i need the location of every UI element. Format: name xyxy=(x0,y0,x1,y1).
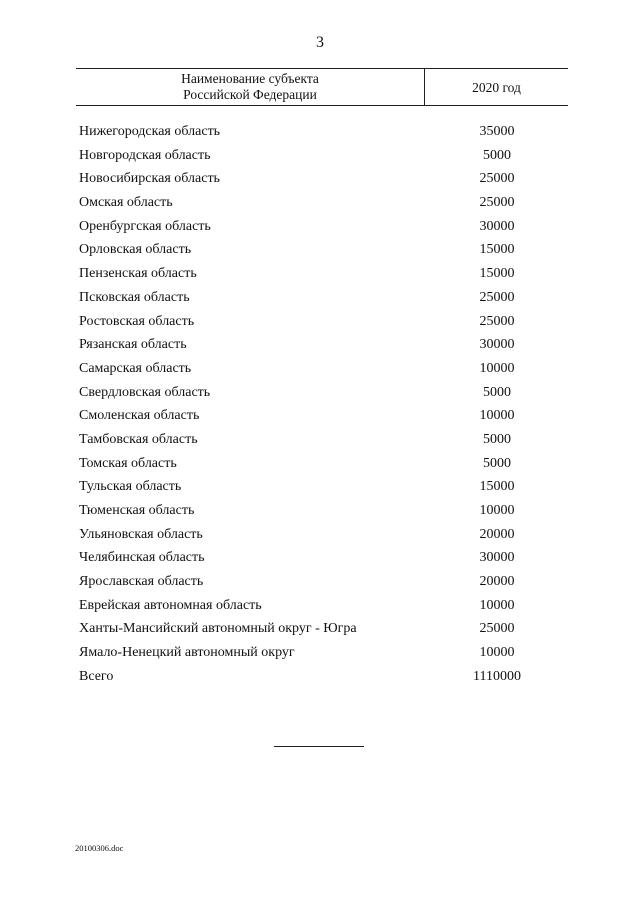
table-row xyxy=(76,286,568,310)
region-name: Псковская область xyxy=(79,289,190,305)
region-name: Еврейская автономная область xyxy=(79,597,262,613)
region-value: 10000 xyxy=(479,360,515,376)
table-row xyxy=(76,594,568,618)
region-name: Челябинская область xyxy=(79,550,205,566)
region-value: 5000 xyxy=(483,431,511,447)
table-row xyxy=(76,357,568,381)
table-row xyxy=(76,238,568,262)
table-row xyxy=(76,641,568,665)
region-value: 1110000 xyxy=(473,668,521,684)
table-row xyxy=(76,333,568,357)
region-value: 25000 xyxy=(479,313,515,329)
table-row xyxy=(76,167,568,191)
region-name: Тюменская область xyxy=(79,503,195,518)
table-row xyxy=(76,499,568,523)
table-row xyxy=(76,215,568,239)
table-row xyxy=(76,452,568,476)
table-row xyxy=(76,381,568,405)
table-row xyxy=(76,404,568,428)
table-row xyxy=(76,523,568,547)
table-header xyxy=(76,68,568,106)
table-body xyxy=(76,120,568,689)
region-value: 5000 xyxy=(483,384,511,400)
allocation-table xyxy=(76,68,568,684)
region-value: 10000 xyxy=(479,597,515,613)
region-value: 15000 xyxy=(479,266,515,282)
year-column-header: 2020 год xyxy=(472,80,521,95)
table-row xyxy=(76,546,568,570)
region-name: Ульяновская область xyxy=(79,526,203,542)
region-value: 25000 xyxy=(479,171,515,187)
subject-name-column-header xyxy=(76,71,424,103)
region-name: Тульская область xyxy=(79,479,182,495)
table-row xyxy=(76,475,568,499)
region-name: Пензенская область xyxy=(79,266,197,282)
region-value: 25000 xyxy=(479,289,515,305)
region-value: 30000 xyxy=(479,550,515,566)
region-name: Рязанская область xyxy=(79,337,187,353)
page-number: 3 xyxy=(316,34,324,51)
region-name: Омская область xyxy=(79,195,173,211)
region-name: Новосибирская область xyxy=(79,171,220,187)
table-row xyxy=(76,262,568,286)
region-name: Всего xyxy=(79,668,114,684)
table-row xyxy=(76,144,568,168)
region-value: 10000 xyxy=(479,503,515,518)
table-row xyxy=(76,310,568,334)
region-value: 5000 xyxy=(483,455,511,471)
table-row xyxy=(76,617,568,641)
region-name: Ростовская область xyxy=(79,313,195,329)
subject-name-header-line2: Российской Федерации xyxy=(183,87,317,102)
region-name: Смоленская область xyxy=(79,408,200,424)
region-value: 20000 xyxy=(479,574,515,590)
region-name: Ханты-Мансийский автономный округ - Югра xyxy=(79,621,357,637)
region-value: 30000 xyxy=(479,218,515,234)
file-name: 20100306.doc xyxy=(75,843,124,853)
subject-name-header-line1: Наименование субъекта xyxy=(181,71,319,86)
region-value: 25000 xyxy=(479,195,515,211)
region-name: Новгородская область xyxy=(79,147,211,163)
region-value: 10000 xyxy=(479,408,515,424)
region-name: Ярославская область xyxy=(79,574,204,590)
table-row xyxy=(76,191,568,215)
end-of-document-line xyxy=(274,746,364,747)
region-value: 35000 xyxy=(479,124,515,139)
region-value: 15000 xyxy=(479,242,515,258)
table-row xyxy=(76,570,568,594)
region-name: Нижегородская область xyxy=(79,124,221,139)
region-value: 15000 xyxy=(479,479,515,495)
region-name: Тамбовская область xyxy=(79,431,198,447)
table-row xyxy=(76,120,568,144)
region-name: Ямало-Ненецкий автономный округ xyxy=(79,645,295,661)
region-value: 25000 xyxy=(479,621,515,637)
total-row xyxy=(76,665,568,689)
region-name: Томская область xyxy=(79,455,177,471)
region-value: 5000 xyxy=(483,147,511,163)
region-name: Оренбургская область xyxy=(79,218,211,234)
region-value: 10000 xyxy=(479,645,515,661)
region-value: 30000 xyxy=(479,337,515,353)
table-row xyxy=(76,428,568,452)
region-value: 20000 xyxy=(479,526,515,542)
region-name: Орловская область xyxy=(79,242,192,258)
region-name: Свердловская область xyxy=(79,384,211,400)
region-name: Самарская область xyxy=(79,360,192,376)
